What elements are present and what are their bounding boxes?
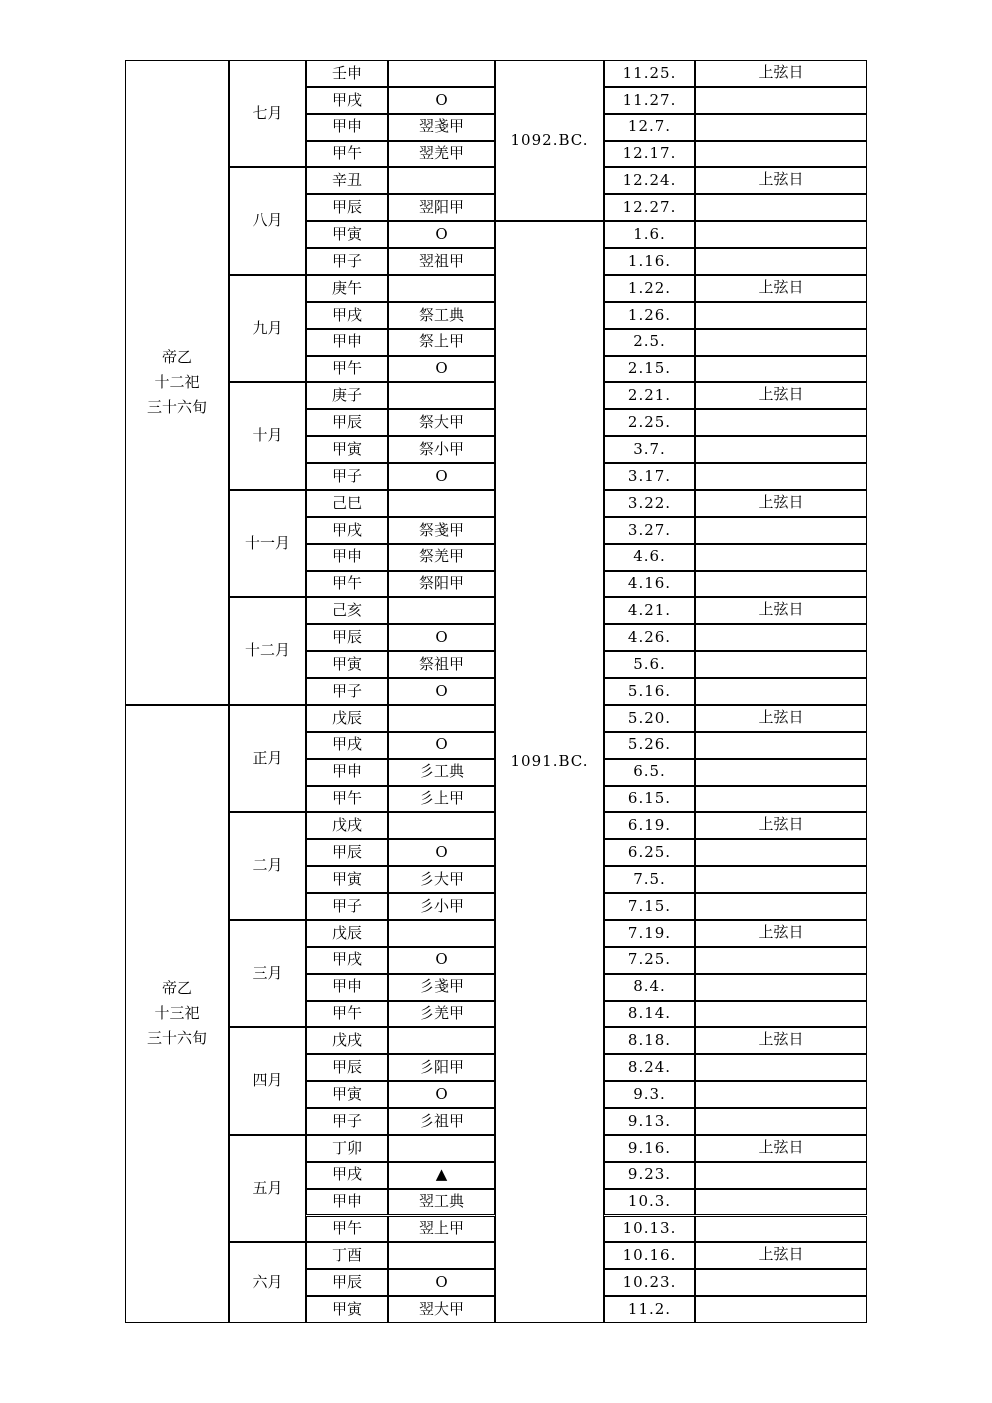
rite-cell: 祭羌甲 [388, 544, 495, 571]
note-cell [695, 1081, 867, 1108]
rite-cell: O [388, 87, 495, 114]
month-cell: 九月 [229, 275, 306, 382]
date-cell: 8.4. [604, 974, 695, 1001]
ganzhi-day-cell: 壬申 [306, 60, 388, 87]
rite-cell [388, 167, 495, 194]
date-cell: 1.22. [604, 275, 695, 302]
note-cell [695, 1108, 867, 1135]
date-cell: 11.2. [604, 1296, 695, 1323]
year-cell: 1092.BC. [495, 60, 604, 221]
reign-line: 三十六旬 [146, 397, 207, 416]
rite-cell [388, 60, 495, 87]
rite-cell: 翌祖甲 [388, 248, 495, 275]
note-cell [695, 1216, 867, 1243]
rite-cell: O [388, 839, 495, 866]
rite-cell: 彡羌甲 [388, 1001, 495, 1028]
note-cell [695, 759, 867, 786]
note-cell [695, 544, 867, 571]
rite-cell: 祭祖甲 [388, 651, 495, 678]
rite-cell: 彡小甲 [388, 893, 495, 920]
rite-cell: 彡上甲 [388, 786, 495, 813]
ganzhi-day-cell: 甲午 [306, 1001, 388, 1028]
ganzhi-day-cell: 甲午 [306, 786, 388, 813]
date-cell: 12.24. [604, 167, 695, 194]
ganzhi-day-cell: 丁卯 [306, 1135, 388, 1162]
note-cell [695, 678, 867, 705]
rite-cell [388, 812, 495, 839]
date-cell: 10.3. [604, 1189, 695, 1216]
date-cell: 2.15. [604, 356, 695, 383]
note-cell: 上弦日 [695, 920, 867, 947]
ganzhi-day-cell: 戊辰 [306, 920, 388, 947]
date-cell: 6.25. [604, 839, 695, 866]
ganzhi-day-cell: 甲寅 [306, 866, 388, 893]
date-cell: 10.23. [604, 1269, 695, 1296]
note-cell [695, 436, 867, 463]
reign-cell [125, 705, 229, 1323]
month-cell: 十一月 [229, 490, 306, 597]
note-cell: 上弦日 [695, 597, 867, 624]
ritual-calendar-table [125, 60, 867, 1323]
month-cell: 四月 [229, 1027, 306, 1134]
date-cell: 9.23. [604, 1162, 695, 1189]
ganzhi-day-cell: 甲戌 [306, 302, 388, 329]
rite-cell: 翌大甲 [388, 1296, 495, 1323]
rite-cell: 彡戔甲 [388, 974, 495, 1001]
month-cell: 五月 [229, 1135, 306, 1242]
ganzhi-day-cell: 甲寅 [306, 1081, 388, 1108]
date-cell: 5.6. [604, 651, 695, 678]
note-cell: 上弦日 [695, 275, 867, 302]
date-cell: 2.25. [604, 409, 695, 436]
rite-cell [388, 705, 495, 732]
rite-cell: 翌上甲 [388, 1216, 495, 1243]
rite-cell: 祭戔甲 [388, 517, 495, 544]
note-cell: 上弦日 [695, 1027, 867, 1054]
ganzhi-day-cell: 甲申 [306, 759, 388, 786]
note-cell: 上弦日 [695, 1135, 867, 1162]
note-cell [695, 866, 867, 893]
rite-cell [388, 275, 495, 302]
date-cell: 7.5. [604, 866, 695, 893]
ganzhi-day-cell: 甲寅 [306, 1296, 388, 1323]
date-cell: 6.15. [604, 786, 695, 813]
rite-cell: 彡阳甲 [388, 1054, 495, 1081]
year-cell: 1091.BC. [495, 221, 604, 1323]
reign-line: 帝乙 [161, 347, 192, 366]
note-cell: 上弦日 [695, 382, 867, 409]
date-cell: 4.21. [604, 597, 695, 624]
ganzhi-day-cell: 甲申 [306, 329, 388, 356]
date-cell: 1.26. [604, 302, 695, 329]
date-cell: 7.25. [604, 947, 695, 974]
ganzhi-day-cell: 甲午 [306, 571, 388, 598]
note-cell [695, 141, 867, 168]
date-cell: 2.21. [604, 382, 695, 409]
note-cell [695, 87, 867, 114]
date-cell: 8.14. [604, 1001, 695, 1028]
rite-cell: 彡工典 [388, 759, 495, 786]
ganzhi-day-cell: 甲子 [306, 893, 388, 920]
ganzhi-day-cell: 甲辰 [306, 1269, 388, 1296]
rite-cell: O [388, 732, 495, 759]
rite-cell: O [388, 356, 495, 383]
month-cell: 十月 [229, 382, 306, 489]
ganzhi-day-cell: 戊戌 [306, 1027, 388, 1054]
rite-cell: 祭小甲 [388, 436, 495, 463]
date-cell: 4.6. [604, 544, 695, 571]
rite-cell: 彡祖甲 [388, 1108, 495, 1135]
ganzhi-day-cell: 戊辰 [306, 705, 388, 732]
ganzhi-day-cell: 甲申 [306, 544, 388, 571]
ganzhi-day-cell: 戊戌 [306, 812, 388, 839]
ganzhi-day-cell: 甲子 [306, 678, 388, 705]
ganzhi-day-cell: 甲辰 [306, 194, 388, 221]
month-cell: 六月 [229, 1242, 306, 1323]
reign-line: 十二祀 [154, 372, 200, 391]
month-cell: 十二月 [229, 597, 306, 704]
ganzhi-day-cell: 己亥 [306, 597, 388, 624]
ganzhi-day-cell: 甲辰 [306, 839, 388, 866]
month-cell: 三月 [229, 920, 306, 1027]
date-cell: 9.13. [604, 1108, 695, 1135]
note-cell [695, 463, 867, 490]
note-cell [695, 1269, 867, 1296]
rite-cell [388, 597, 495, 624]
date-cell: 9.3. [604, 1081, 695, 1108]
date-cell: 12.7. [604, 114, 695, 141]
reign-line: 十三祀 [154, 1004, 200, 1023]
ganzhi-day-cell: 甲寅 [306, 436, 388, 463]
date-cell: 7.15. [604, 893, 695, 920]
rite-cell: O [388, 463, 495, 490]
ganzhi-day-cell: 甲子 [306, 1108, 388, 1135]
date-cell: 11.27. [604, 87, 695, 114]
ganzhi-day-cell: 甲戌 [306, 517, 388, 544]
reign-line: 帝乙 [161, 979, 192, 998]
month-cell: 正月 [229, 705, 306, 812]
note-cell [695, 839, 867, 866]
note-cell [695, 114, 867, 141]
month-cell: 八月 [229, 167, 306, 274]
date-cell: 9.16. [604, 1135, 695, 1162]
ganzhi-day-cell: 甲申 [306, 974, 388, 1001]
note-cell: 上弦日 [695, 705, 867, 732]
note-cell [695, 947, 867, 974]
ganzhi-day-cell: 丁酉 [306, 1242, 388, 1269]
date-cell: 10.16. [604, 1242, 695, 1269]
date-cell: 5.20. [604, 705, 695, 732]
ganzhi-day-cell: 甲子 [306, 463, 388, 490]
rite-cell: 彡大甲 [388, 866, 495, 893]
rite-cell [388, 1242, 495, 1269]
date-cell: 3.17. [604, 463, 695, 490]
note-cell [695, 571, 867, 598]
date-cell: 6.19. [604, 812, 695, 839]
ganzhi-day-cell: 甲子 [306, 248, 388, 275]
rite-cell: 翌阳甲 [388, 194, 495, 221]
note-cell: 上弦日 [695, 60, 867, 87]
rite-cell: O [388, 221, 495, 248]
rite-cell [388, 490, 495, 517]
rite-cell: 翌工典 [388, 1189, 495, 1216]
date-cell: 2.5. [604, 329, 695, 356]
date-cell: 12.27. [604, 194, 695, 221]
rite-cell: O [388, 1269, 495, 1296]
date-cell: 5.26. [604, 732, 695, 759]
ganzhi-day-cell: 甲戌 [306, 1162, 388, 1189]
ganzhi-day-cell: 甲戌 [306, 732, 388, 759]
ganzhi-day-cell: 甲辰 [306, 409, 388, 436]
date-cell: 11.25. [604, 60, 695, 87]
rite-cell: O [388, 1081, 495, 1108]
rite-cell: O [388, 624, 495, 651]
note-cell [695, 893, 867, 920]
rite-cell [388, 920, 495, 947]
note-cell [695, 1001, 867, 1028]
ganzhi-day-cell: 甲辰 [306, 1054, 388, 1081]
ganzhi-day-cell: 辛丑 [306, 167, 388, 194]
ganzhi-day-cell: 甲申 [306, 1189, 388, 1216]
ganzhi-day-cell: 甲辰 [306, 624, 388, 651]
note-cell [695, 194, 867, 221]
note-cell [695, 974, 867, 1001]
rite-cell: 翌羌甲 [388, 141, 495, 168]
rite-cell: 祭阳甲 [388, 571, 495, 598]
note-cell [695, 409, 867, 436]
ganzhi-day-cell: 甲申 [306, 114, 388, 141]
ganzhi-day-cell: 甲戌 [306, 947, 388, 974]
date-cell: 4.26. [604, 624, 695, 651]
date-cell: 3.7. [604, 436, 695, 463]
note-cell [695, 302, 867, 329]
rite-cell [388, 1027, 495, 1054]
date-cell: 6.5. [604, 759, 695, 786]
note-cell [695, 356, 867, 383]
ganzhi-day-cell: 庚子 [306, 382, 388, 409]
note-cell [695, 248, 867, 275]
note-cell [695, 624, 867, 651]
rite-cell: 祭上甲 [388, 329, 495, 356]
ganzhi-day-cell: 甲午 [306, 1216, 388, 1243]
month-cell: 七月 [229, 60, 306, 167]
date-cell: 3.22. [604, 490, 695, 517]
date-cell: 3.27. [604, 517, 695, 544]
note-cell [695, 221, 867, 248]
note-cell [695, 1162, 867, 1189]
note-cell [695, 732, 867, 759]
note-cell [695, 1296, 867, 1323]
reign-cell [125, 60, 229, 705]
note-cell [695, 1054, 867, 1081]
ganzhi-day-cell: 甲戌 [306, 87, 388, 114]
date-cell: 8.24. [604, 1054, 695, 1081]
note-cell [695, 517, 867, 544]
rite-cell [388, 382, 495, 409]
reign-line: 三十六旬 [146, 1029, 207, 1048]
date-cell: 4.16. [604, 571, 695, 598]
ganzhi-day-cell: 庚午 [306, 275, 388, 302]
date-cell: 1.6. [604, 221, 695, 248]
ganzhi-day-cell: 甲寅 [306, 651, 388, 678]
rite-cell: O [388, 947, 495, 974]
rite-cell [388, 1135, 495, 1162]
rite-cell: O [388, 678, 495, 705]
note-cell [695, 1189, 867, 1216]
rite-cell: 翌戔甲 [388, 114, 495, 141]
month-cell: 二月 [229, 812, 306, 919]
date-cell: 10.13. [604, 1216, 695, 1243]
date-cell: 5.16. [604, 678, 695, 705]
ganzhi-day-cell: 己巳 [306, 490, 388, 517]
note-cell: 上弦日 [695, 1242, 867, 1269]
rite-cell: 祭大甲 [388, 409, 495, 436]
date-cell: 7.19. [604, 920, 695, 947]
note-cell [695, 786, 867, 813]
ganzhi-day-cell: 甲午 [306, 141, 388, 168]
date-cell: 1.16. [604, 248, 695, 275]
rite-cell: ▲ [388, 1162, 495, 1189]
note-cell [695, 651, 867, 678]
note-cell: 上弦日 [695, 167, 867, 194]
date-cell: 8.18. [604, 1027, 695, 1054]
ganzhi-day-cell: 甲寅 [306, 221, 388, 248]
note-cell [695, 329, 867, 356]
ganzhi-day-cell: 甲午 [306, 356, 388, 383]
rite-cell: 祭工典 [388, 302, 495, 329]
note-cell: 上弦日 [695, 490, 867, 517]
note-cell: 上弦日 [695, 812, 867, 839]
date-cell: 12.17. [604, 141, 695, 168]
